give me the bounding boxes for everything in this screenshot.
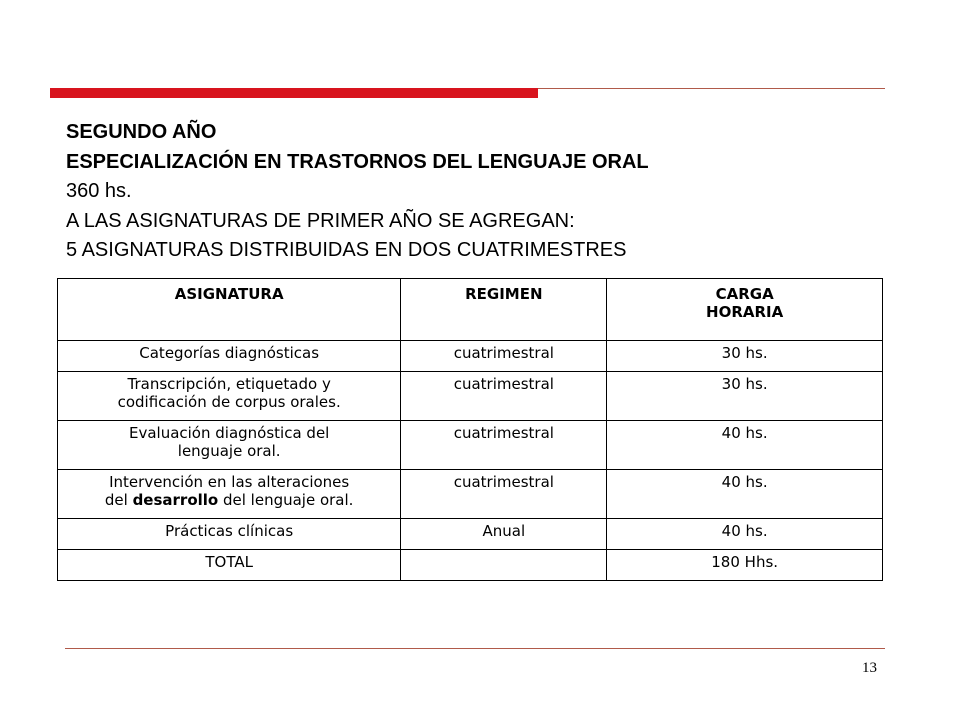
- cell-regimen: Anual: [401, 519, 607, 550]
- header-regimen: REGIMEN: [401, 279, 607, 341]
- cell-carga: 40 hs.: [607, 421, 883, 470]
- table-row: [58, 372, 883, 421]
- cell-regimen: cuatrimestral: [401, 372, 607, 421]
- heading-year: SEGUNDO AÑO: [66, 121, 217, 143]
- cell-asignatura-pre: del: [104, 491, 133, 509]
- cell-regimen: cuatrimestral: [401, 421, 607, 470]
- cell-regimen: cuatrimestral: [401, 470, 607, 519]
- accent-bar: [50, 88, 538, 98]
- cell-total-carga: 180 Hhs.: [607, 550, 883, 581]
- page-number: 13: [862, 660, 877, 676]
- header-carga-horaria: [607, 279, 883, 341]
- header-carga-line1: CARGA: [715, 285, 774, 303]
- table-header-row: [58, 279, 883, 341]
- cell-total-regimen: [401, 550, 607, 581]
- cell-asignatura: Categorías diagnósticas: [58, 341, 401, 372]
- subjects-table: [57, 278, 883, 581]
- table-row: [58, 421, 883, 470]
- header-carga-line2: HORARIA: [706, 303, 784, 321]
- cell-total-label: TOTAL: [58, 550, 401, 581]
- cell-asignatura-line1: Transcripción, etiquetado y: [127, 375, 331, 393]
- cell-carga: 30 hs.: [607, 341, 883, 372]
- table-total-row: [58, 550, 883, 581]
- header-asignatura: ASIGNATURA: [58, 279, 401, 341]
- cell-asignatura: [58, 372, 401, 421]
- table-row: [58, 341, 883, 372]
- heading-distribution: 5 ASIGNATURAS DISTRIBUIDAS EN DOS CUATRIMESTRES: [66, 239, 627, 261]
- cell-asignatura: Prácticas clínicas: [58, 519, 401, 550]
- cell-asignatura-emphasis: desarrollo: [132, 491, 219, 509]
- cell-carga: 30 hs.: [607, 372, 883, 421]
- cell-asignatura: [58, 421, 401, 470]
- cell-carga: 40 hs.: [607, 519, 883, 550]
- cell-asignatura-line1: Intervención en las alteraciones: [109, 473, 350, 491]
- cell-asignatura-line1: Evaluación diagnóstica del: [128, 424, 330, 442]
- table-row: [58, 519, 883, 550]
- cell-asignatura-line2: codificación de corpus orales.: [117, 393, 341, 411]
- table-row: [58, 470, 883, 519]
- heading-hours: 360 hs.: [66, 180, 132, 202]
- cell-carga: 40 hs.: [607, 470, 883, 519]
- cell-regimen: cuatrimestral: [401, 341, 607, 372]
- cell-asignatura: [58, 470, 401, 519]
- top-divider: [538, 88, 885, 89]
- bottom-divider: [65, 648, 885, 649]
- heading-specialization: ESPECIALIZACIÓN EN TRASTORNOS DEL LENGUAJE ORAL: [66, 150, 649, 173]
- cell-asignatura-line2: lenguaje oral.: [177, 442, 281, 460]
- heading-note: A LAS ASIGNATURAS DE PRIMER AÑO SE AGREGAN:: [66, 209, 575, 232]
- cell-asignatura-post: del lenguaje oral.: [218, 491, 354, 509]
- slide-heading: [66, 118, 866, 266]
